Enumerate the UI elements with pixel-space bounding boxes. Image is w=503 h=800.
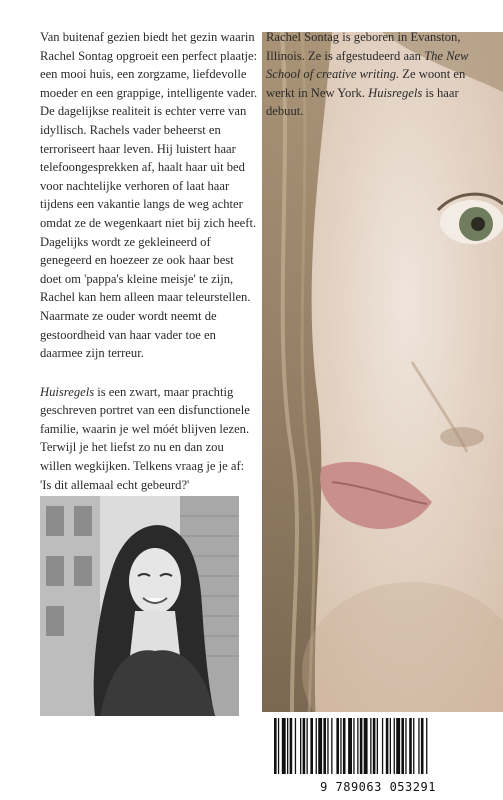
barcode-bar [287, 718, 288, 774]
barcode-bar [353, 718, 354, 774]
bio-line-1: Rachel Sontag is geboren in Evanston, Illinois. Ze is afgestudeerd aan [266, 30, 461, 63]
author-bio-paragraph [266, 28, 496, 121]
author-bio [266, 28, 496, 121]
bio-line-2: Ze woont en werkt in New York. [266, 67, 466, 100]
barcode-bar [357, 718, 358, 774]
barcode-bar [343, 718, 346, 774]
barcode-bar [323, 718, 326, 774]
barcode-bar [426, 718, 427, 774]
barcode-bar [303, 718, 306, 774]
barcode-bar [290, 718, 293, 774]
bio-line-3: is haar debuut. [266, 85, 459, 119]
book-title-inline: Huisregels [40, 384, 95, 399]
author-portrait-illustration [40, 496, 239, 716]
barcode-bar [370, 718, 371, 774]
barcode-bar [318, 718, 322, 774]
barcode-bar [348, 718, 352, 774]
barcode-panel [262, 712, 503, 800]
blurb-text [40, 28, 258, 506]
barcode-bar [409, 718, 412, 774]
barcode-bar [377, 718, 378, 774]
barcode-bar [394, 718, 395, 774]
barcode [262, 712, 503, 778]
barcode-bar [401, 718, 404, 774]
barcode-bar [364, 718, 368, 774]
barcode-bar [300, 718, 301, 774]
bio-school-name: The New School of creative writing. [266, 48, 469, 82]
bio-book-title: Huisregels [368, 85, 423, 100]
barcode-bar [282, 718, 286, 774]
barcode-bar [386, 718, 389, 774]
barcode-bar [310, 718, 313, 774]
barcode-bar [382, 718, 383, 774]
barcode-bar [390, 718, 391, 774]
barcode-bar [295, 718, 296, 774]
blurb-paragraph-2 [40, 383, 258, 495]
barcode-bar [331, 718, 332, 774]
barcode-bar [316, 718, 317, 774]
barcode-bar [373, 718, 376, 774]
barcode-bar [274, 718, 277, 774]
blurb-paragraph-1: Van buitenaf gezien biedt het gezin waarin Rachel Sontag opgroeit een perfect plaatje: een mooi huis, een zorgzame, liefdevolle moeder en een grappige, intelligente vader. De dagelijkse realiteit is echter verre van idyllisch. Rachels vader beheerst en terroriseert haar leven. Hij luistert haar telefoongesprekken af, haalt haar uit bed voor nachtelijke verhoren of laat haar tijdens een vakantie langs de weg achter omdat ze de wegenkaart niet bij zich heeft. Dagelijks wordt ze gekleineerd of genegeerd en hoezeer ze ook haar best doet om 'pappa's kleine meisje' te zijn, Rachel kan hem alleen maar teleurstellen. Naarmate ze ouder wordt neemt de gestoordheid van haar vader toe en daarmee zijn terreur. [40, 30, 258, 361]
barcode-bar [405, 718, 406, 774]
cover-face-photo [262, 32, 503, 800]
barcode-bar [278, 718, 279, 774]
barcode-bar [307, 718, 308, 774]
barcode-bar [336, 718, 339, 774]
blurb-paragraph-2-text: is een zwart, maar prachtig geschreven portret van een disfunctionele familie, waarin je wel móét blijven lezen. Terwijl je het liefst zo nu en dan zou willen wegkijken. Telkens vraag je je af: 'Is dit allemaal echt gebeurd?' [40, 384, 250, 492]
face-illustration [262, 32, 503, 800]
barcode-bar [360, 718, 363, 774]
barcode-bar [327, 718, 328, 774]
barcode-number: 9 789063 053291 [320, 780, 436, 794]
barcode-bar [413, 718, 414, 774]
author-photo [40, 496, 239, 716]
barcode-bar [418, 718, 419, 774]
barcode-bar [396, 718, 400, 774]
barcode-bar [340, 718, 341, 774]
barcode-bar [421, 718, 424, 774]
